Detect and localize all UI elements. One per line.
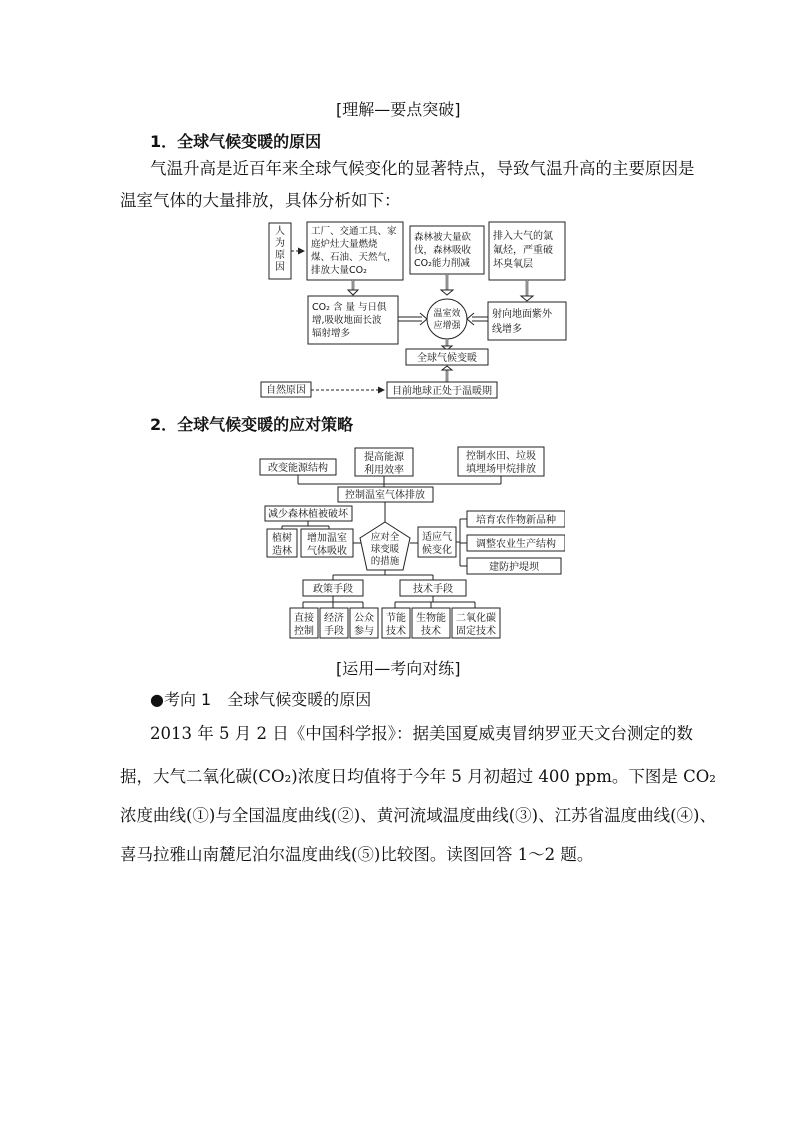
breed-text: 培育农作物新品种 (476, 515, 556, 526)
human-cause-text: 人 (275, 226, 285, 237)
svg-text:适应气候变化: 适应气候变化 (422, 532, 452, 556)
economic-text: 经济 (324, 613, 344, 624)
svg-text:提高能源利用效率: 提高能源利用效率 (364, 452, 404, 476)
svg-text:直接控制: 直接控制 (294, 613, 314, 637)
co2-fix-text: 二氧化碳 (456, 613, 496, 624)
control-paddy-text: 控制水田、垃圾 (466, 451, 536, 462)
greenhouse-text: 温室效 (433, 309, 461, 319)
svg-text:经济手段: 经济手段 (324, 613, 344, 637)
svg-text:增加温室气体吸收: 增加温室气体吸收 (307, 533, 347, 557)
energy-saving-text: 节能 (386, 613, 406, 624)
para1-line2: 温室气体的大量排放，具体分析如下： (120, 191, 401, 210)
para2-line4: 喜马拉雅山南麓尼泊尔温度曲线(⑤)比较图。读图回答 1～2 题。 (120, 845, 594, 864)
change-energy-text: 改变能源结构 (268, 463, 328, 474)
center-text: 应对全 (370, 532, 400, 543)
greenhouse-circle (427, 299, 467, 339)
heading-causes: 1．全球气候变暖的原因 (150, 132, 322, 151)
kaoxiang-heading: ●考向 1 全球气候变暖的原因 (150, 690, 372, 709)
section-header: [理解—要点突破] (336, 100, 461, 119)
improve-efficiency-text: 提高能源 (364, 452, 404, 463)
adapt-text: 适应气 (422, 532, 452, 543)
svg-text:公众参与: 公众参与 (354, 613, 374, 637)
deforestation-text: 森林被大量砍 (414, 232, 472, 243)
para2-line1: 2013 年 5 月 2 日《中国科学报》：据美国夏威夷冒纳罗亚天文台测定的数 (150, 724, 693, 743)
uv-text: 射向地面紫外 (492, 309, 552, 320)
svg-text:CO₂ 含 量 与日俱增,吸收地面长波辐射增多: CO₂ 含 量 与日俱增,吸收地面长波辐射增多 (312, 302, 387, 339)
svg-text:控制水田、垃圾填埋场甲烷排放: 控制水田、垃圾填埋场甲烷排放 (466, 451, 536, 475)
svg-text:排入大气的氯氟烃，严重破坏臭氧层: 排入大气的氯氟烃，严重破坏臭氧层 (493, 231, 553, 270)
svg-text:射向地面紫外线增多: 射向地面紫外线增多 (492, 309, 552, 335)
tech-text: 技术手段 (413, 584, 453, 595)
plant-trees-text: 植树 (272, 533, 292, 544)
para2-line3: 浓度曲线(①)与全国温度曲线(②)、黄河流域温度曲线(③)、江苏省温度曲线(④)、 (120, 806, 716, 825)
emissions-text: 工厂、交通工具、家 (311, 226, 397, 237)
svg-text:人为原因: 人为原因 (275, 226, 285, 273)
heading-strategies: 2．全球气候变暖的应对策略 (150, 415, 354, 434)
svg-text:工厂、交通工具、家庭炉灶大量燃烧煤、石油、天然气，排放大量C: 工厂、交通工具、家庭炉灶大量燃烧煤、石油、天然气，排放大量CO₂ (311, 226, 397, 276)
direct-text: 直接 (294, 613, 314, 624)
control-emission-text: 控制温室气体排放 (345, 490, 425, 501)
svg-text:温室效应增强: 温室效应增强 (433, 309, 461, 331)
svg-text:二氧化碳固定技术: 二氧化碳固定技术 (456, 613, 496, 637)
public-text: 公众 (354, 613, 374, 624)
svg-text:节能技术: 节能技术 (386, 613, 406, 637)
svg-text:生物能技术: 生物能技术 (416, 613, 446, 637)
warm-period-text: 目前地球正处于温暖期 (392, 386, 492, 397)
svg-text:森林被大量砍伐，森林吸收CO₂能力削减: 森林被大量砍伐，森林吸收 CO₂能力削减 (414, 232, 472, 269)
policy-text: 政策手段 (313, 584, 353, 595)
para1-line1: 气温升高是近百年来全球气候变化的显著特点，导致气温升高的主要原因是 (150, 159, 695, 178)
svg-text:植树造林: 植树造林 (272, 533, 292, 557)
causes-diagram (240, 218, 580, 403)
increase-absorb-text: 增加温室 (307, 533, 347, 544)
dam-text: 建防护堤坝 (489, 562, 539, 573)
svg-text:应对全球变暖的措施: 应对全球变暖的措施 (370, 532, 400, 567)
cfc-text: 排入大气的氯 (493, 231, 553, 242)
section-header-practice: [运用—考向对练] (336, 659, 461, 678)
bio-energy-text: 生物能 (416, 613, 446, 624)
para2-line2: 据，大气二氧化碳(CO₂)浓度日均值将于今年 5 月初超过 400 ppm。下图是 CO₂ (120, 767, 716, 786)
warming-text: 全球气候变暖 (417, 353, 477, 364)
strategies-diagram (255, 442, 565, 642)
reduce-deforest-text: 减少森林植被破坏 (268, 509, 348, 520)
natural-cause-text: 自然原因 (266, 385, 306, 396)
co2-increase-text: CO₂ 含 量 与日俱 (312, 302, 387, 313)
adjust-agri-text: 调整农业生产结构 (476, 539, 556, 550)
